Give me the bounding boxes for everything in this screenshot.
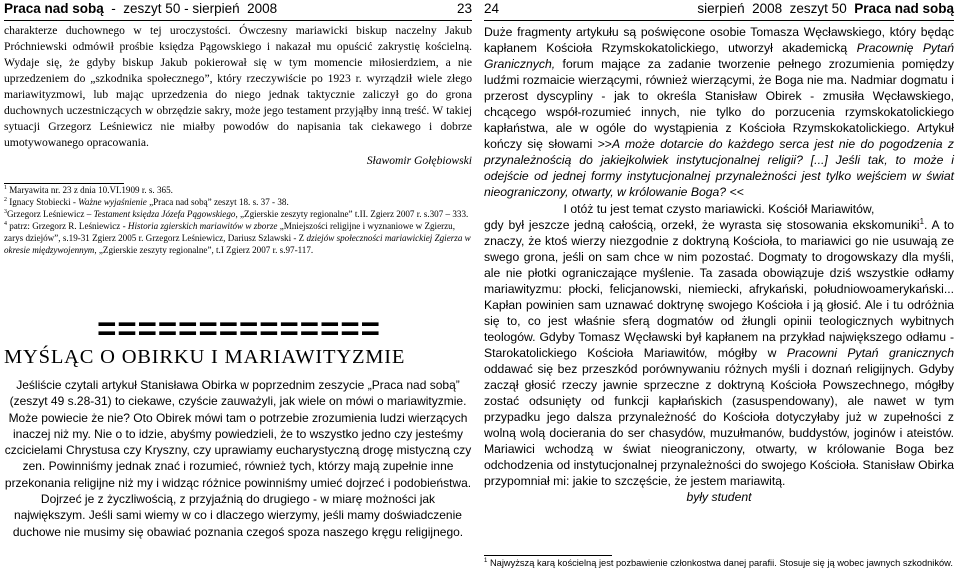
right-paragraph-2: gdy był jeszcze jedną całością, orzekł, że wyrasta się stosowania ekskomuniki$^1$. A to znaczy, że ktoś wierzy niezgodnie z doktryną Kościoła, to mariawici go nie usuwają ze swego grona, jeśli on sam chce w nim pozostać. Dogmaty to drogowskazy dla myśli, ale nie płotki ograniczające myślenie. Ta zasada obowiązuje dziś wszystkie odłamy mariawityzmu: płocki, felicjanowski, niemiecki, afrykański, południowoamerykański... Kapłan powinien sam uznawać doktrynę swojego Kościoła i ją głosić. Ale i tu odróżnia się to, co jest właśnie sferą dogmatów od żłungli opinii teologicznych wybitnych teologów. Gdyby Tomasz Węcławski był kapłanem na przykład największego odłamu - Starokatolickiego Kościoła Mariawitów, mógłby w Pracowni Pytań granicznych oddawać się bez przeszkód porównywaniu różnych myśli i doznań religijnych. Gdyby zaczął głosić rzeczy jawnie sprzeczne z doktryną Kościoła Powszechnego, mógłby zostać odsunięty od funkcji kapłańskich (zasuspendowany), ale nawet w tym przypadku jego dalsza przynależność do Kościoła dotyczyłaby już w zupełności z wolną wolą docierania do ser chasydów, muzułmanów, buddystów, joginów i ateistów. Mariawici wchodzą w świat nieograniczony, otwarty, w królowanie Boga bez odchodzenia od instytucjonalnej przynależności do swojego Kościoła. Stanisław Obirka przypomniał mi: jakie to szczęście, że jestem mariawitą. — [484, 216, 955, 489]
left-header-journal: Praca nad sobą — [4, 1, 104, 16]
footnote-3: $^3$Grzegorz Leśniewicz – Testament księdza Józefa Pągowskiego, „Zgierskie zeszyty regionalne” t.II. Zgierz 2007 r. s.307 – 333. — [4, 209, 469, 220]
left-article-end — [4, 23, 472, 257]
right-page-header — [484, 0, 954, 21]
left-article-start — [4, 377, 472, 540]
left-header-title — [4, 0, 277, 18]
left-para1-first: charakterze duchownego w tej uroczystości. Ówczesny mariawicki biskup naczelny Jakub Próchniewski odmówił prośbie księdza Pągowskiego i nakazał mu opuścić zakrystię kościelną. — [4, 24, 472, 54]
footnote-4: $^4$ patrz: Grzegorz R. Leśniewicz - Historia zgierskich mariawitów w zborze „Mniejszości religijne i wyznaniowe w Zgierzu, zarys dziejów”, s.19-31 Zgierz 2005 r. Grzegorz Leśniewicz, Dariusz Szlawski - Z dziejów społeczności mariawickiej Zgierza w okresie międzywojennym, „Zgierskie zeszyty regionalne”, t.I Zgierz 2007 r. s.97-117. — [4, 221, 471, 255]
section-separator: ============== — [97, 310, 381, 347]
right-page — [480, 0, 960, 587]
left-paragraph-1 — [4, 23, 472, 151]
footnote-2: $^2$ Ignacy Stobiecki - Ważne wyjaśnienie „Praca nad sobą” zeszyt 18. s. 37 - 38. — [4, 197, 289, 208]
right-page-number: 24 — [484, 1, 500, 16]
left-footnotes — [4, 185, 472, 256]
right-paragraph-1: Duże fragmenty artykułu są poświęcone osobie Tomasza Węcławskiego, który będąc kapłanem Kościoła Rzymskokatolickiego, utworzył akademicką Pracownię Pytań Granicznych, forum mające za zadanie tworzenie pełnego zrozumienia pomiędzy ludźmi rozmaicie wierzącymi, również wierzącymi, że Boga nie ma. Nadmiar dogmatu i przerost dyscypliny - jak to określa Stanisław Obirek - zmusiła Węcławskiego, chcącego współ-rozumieć innych, nie tylko do porzucenia rzymskokatolickiego kapłaństwa, ale w ogóle do wystąpienia z Kościoła Rzymskokatolickiego. Artykuł kończy się słowami >>A może dotarcie do każdego serca jest nie do pogodzenia z przynależnością do jakiejkolwiek instytucjonalnej religii? [...] Jeśli tak, to może i odejście od jednej formy instytucjonalnej przynależności jest tylko wejściem w świat nieograniczony, otwarty, w królowanie Boga? << — [484, 25, 954, 200]
right-paragraph-2-first-line: I otóż tu jest temat czysto mariawicki. Kościół Mariawitów, — [563, 201, 875, 216]
right-header-journal: Praca nad sobą — [854, 1, 954, 16]
right-header-issue: sierpień 2008 zeszyt 50 — [697, 1, 855, 16]
left-header-issue: - zeszyt 50 - sierpień 2008 — [103, 1, 278, 16]
right-header-title — [697, 0, 954, 18]
left-signature: Sławomir Gołębiowski — [366, 154, 472, 168]
left-page — [0, 0, 478, 587]
article-heading: MYŚLĄC O OBIRKU I MARIAWITYZMIE — [4, 346, 406, 368]
right-author: były student — [686, 490, 752, 505]
left-page-header — [4, 0, 472, 21]
left-paragraph-2: Jeśliście czytali artykuł Stanisława Obirka w poprzednim zeszycie „Praca nad sobą” (zeszyt 49 s.28-31) to ciekawe, czyście zauważyli, jak wiele on mówi o mariawityzmie. Może powiecie że nie? Oto Obirek mówi tam o potrzebie zrozumienia ludzi wierzących inaczej niż my. Nie o to idzie, abyśmy powiedzieli, że to wszystko jedno czy jesteśmy czcicielami Chrystusa czy Kryszny, czy uprawiamy eucharystyczną drogę mistyczną czy zen. Powinniśmy jednak znać i rozumieć, również tych, którzy mają zupełnie inne przekonania religijne niż my i widząc różnice powinniśmy umieć dojrzeć i podobieństwa. Dojrzeć je z życzliwością, z przyjaźnią do drugiego - w miarę możności jak największym. Jeśli sami wiemy w co i dlaczego wierzymy, jeśli mamy doświadczenie duchowe nie musimy się obawiać poznania czegoś spoza naszego kręgu religijnego. — [4, 378, 472, 539]
left-page-number: 23 — [456, 1, 472, 16]
footnote-1: $^1$ Maryawita nr. 23 z dnia 10.VI.1909 r. s. 365. — [4, 185, 173, 196]
left-para1-second: Wydaje się, że gdyby biskup Jakub pokierował się w tym momencie miłosierdziem, a nie uprzedzeniem do „szkodnika społecznego”, który rzeczywiście po 1923 r. wyrządził wiele złego mariawityzmowi, lub mając uprzedzenia do niego jednak taktycznie zaliczył go do grona duchownych uczestniczących w obrzędzie sakry, może jego testament przyjąłby inną treść. W takiej sytuacji Grzegorz Leśniewicz nie miałby powodów do napisania tak ciekawego i dobrze umotywowanego opracowania. — [4, 56, 472, 150]
right-footnote-divider — [484, 555, 612, 556]
right-article-text — [484, 24, 954, 505]
footnote-divider — [4, 183, 124, 184]
right-footnote-1: $^1$ Najwyższą karą kościelną jest pozbawienie członkostwa danej parafii. Stosuje się ją wobec jawnych szkodników. — [484, 557, 953, 568]
